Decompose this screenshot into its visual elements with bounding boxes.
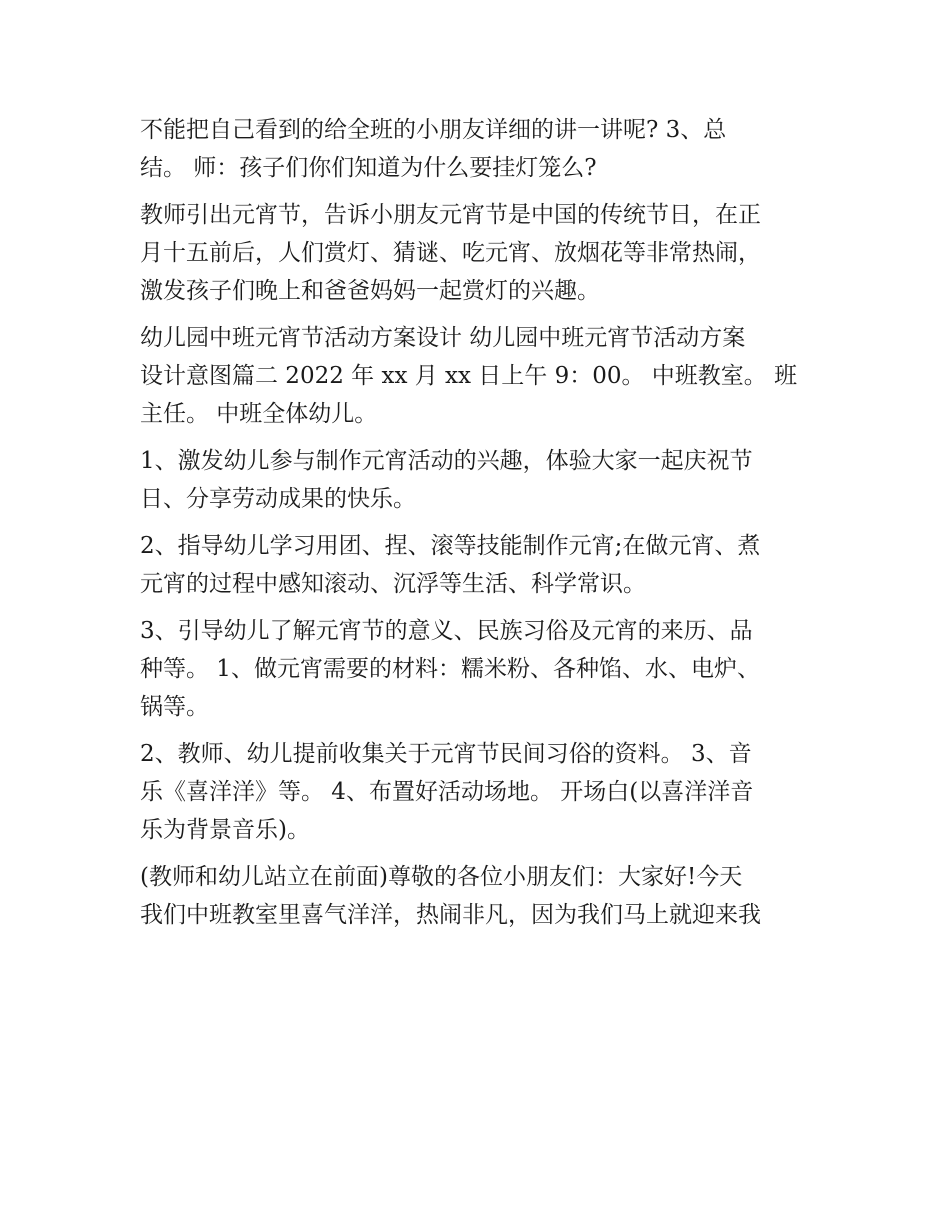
paragraph [140, 442, 820, 518]
text-line: 设计意图篇二 2022 年 xx 月 xx 日上午 9：00。 中班教室。 班 [140, 363, 798, 389]
text-line: 幼儿园中班元宵节活动方案设计 幼儿园中班元宵节活动方案 [140, 325, 746, 351]
text-line: 我们中班教室里喜气洋洋，热闹非凡，因为我们马上就迎来我 [140, 902, 761, 928]
paragraph [140, 612, 820, 726]
text-line: 结。 师：孩子们你们知道为什么要挂灯笼么? [140, 155, 597, 181]
text-line: 3、引导幼儿了解元宵节的意义、民族习俗及元宵的来历、品 [140, 618, 753, 644]
paragraph [140, 527, 820, 603]
paragraph [140, 111, 820, 187]
paragraph [140, 858, 820, 934]
paragraph [140, 196, 820, 310]
text-line: 锅等。 [140, 694, 209, 720]
text-line: 元宵的过程中感知滚动、沉浮等生活、科学常识。 [140, 571, 646, 597]
text-line: 月十五前后，人们赏灯、猜谜、吃元宵、放烟花等非常热闹， [140, 240, 761, 266]
text-line: 2、指导幼儿学习用团、捏、滚等技能制作元宵;在做元宵、煮 [140, 533, 761, 559]
text-line: 不能把自己看到的给全班的小朋友详细的讲一讲呢? 3、总 [140, 117, 727, 143]
text-line: 1、激发幼儿参与制作元宵活动的兴趣，体验大家一起庆祝节 [140, 448, 753, 474]
text-line: 种等。 1、做元宵需要的材料：糯米粉、各种馅、水、电炉、 [140, 656, 760, 682]
document-body [140, 111, 820, 934]
text-line: 乐《喜洋洋》等。 4、布置好活动场地。 开场白(以喜洋洋音 [140, 779, 754, 805]
text-line: (教师和幼儿站立在前面)尊敬的各位小朋友们：大家好!今天 [140, 864, 743, 890]
text-line: 2、教师、幼儿提前收集关于元宵节民间习俗的资料。 3、音 [140, 741, 752, 767]
text-line: 日、分享劳动成果的快乐。 [140, 486, 416, 512]
text-line: 教师引出元宵节，告诉小朋友元宵节是中国的传统节日，在正 [140, 202, 761, 228]
text-line: 乐为背景音乐)。 [140, 817, 310, 843]
paragraph [140, 735, 820, 849]
paragraph [140, 319, 820, 433]
text-line: 主任。 中班全体幼儿。 [140, 401, 378, 427]
text-line: 激发孩子们晚上和爸爸妈妈一起赏灯的兴趣。 [140, 278, 600, 304]
